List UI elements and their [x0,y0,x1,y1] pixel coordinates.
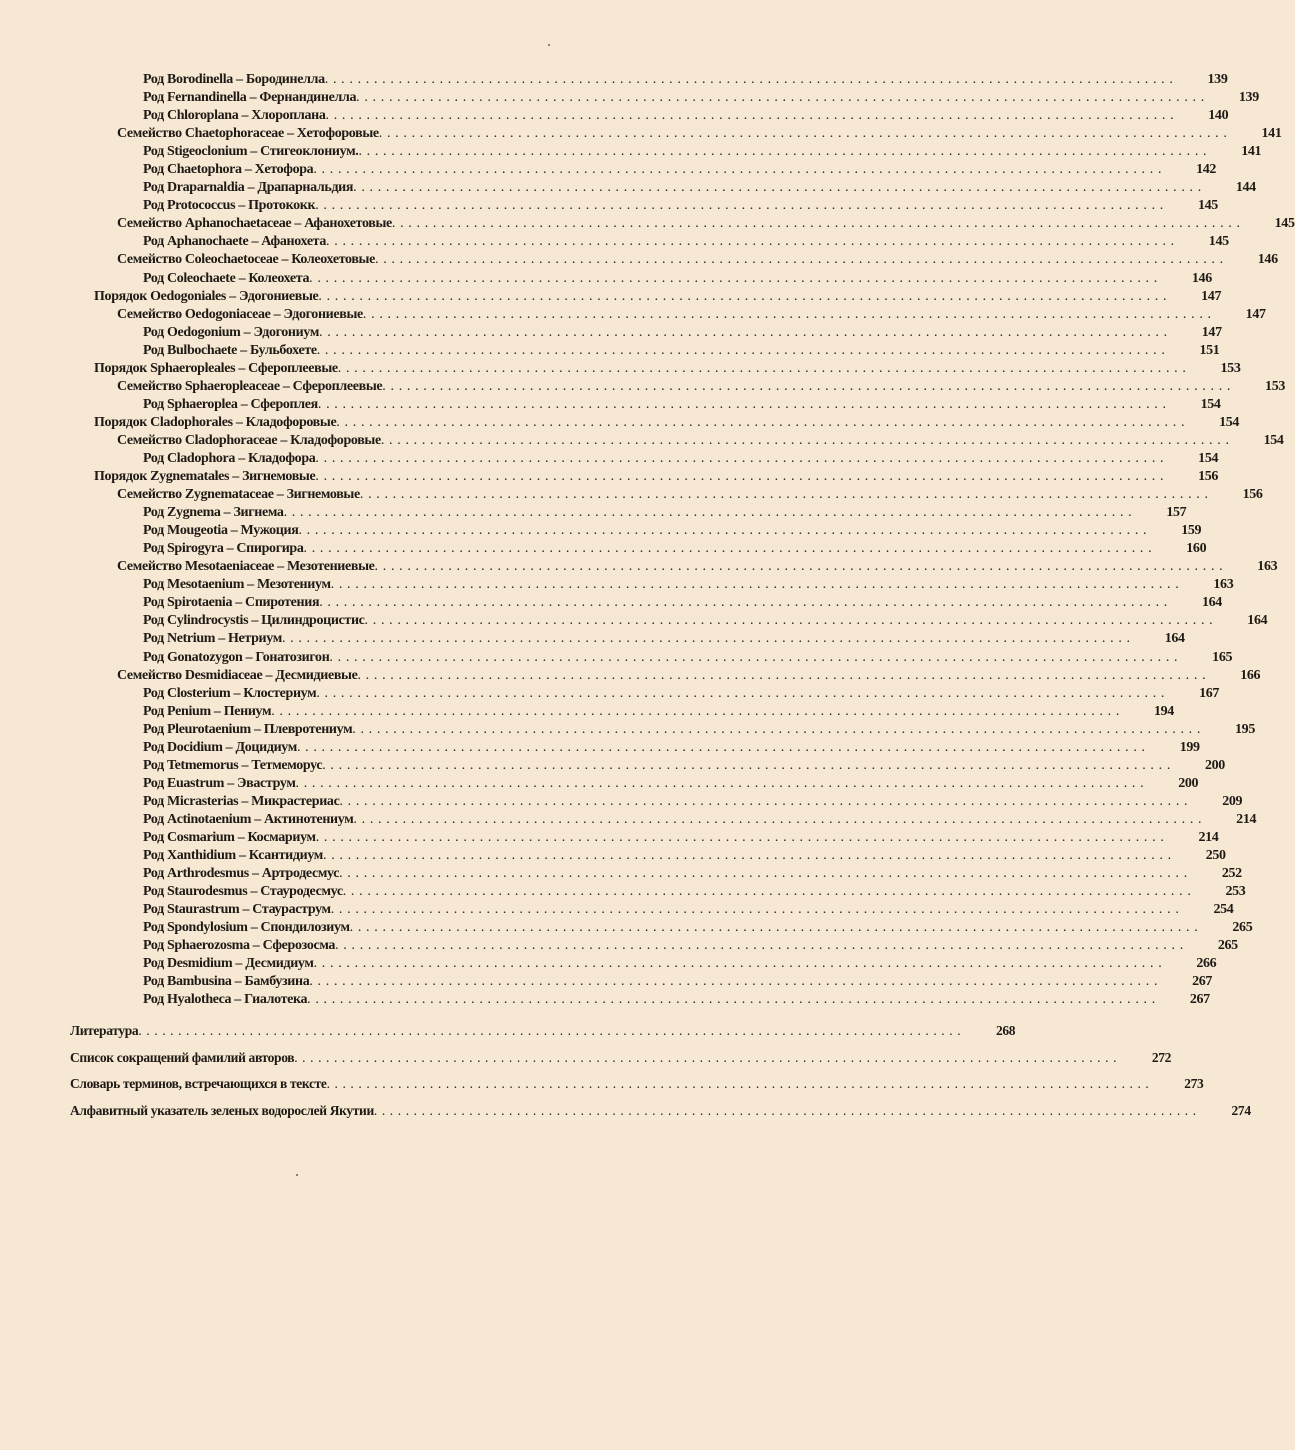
table-of-contents [0,71,1295,1009]
toc-entry [0,1071,1204,1098]
toc-entry [0,342,1220,360]
toc-entry [0,721,1255,739]
dot-leader: . . . . . . . . . . . . . . . . . . . . . . . . . . . . . . . . . . . . . . . . . . . . . . . . . . . . . . . . . . . . . . . . . . . . . . . . . . . . . . . . . . . . . . . . . . . . . . . . . . . . . . . . [317,396,1167,412]
toc-entry-title: Род Docidium – Доцидиум [143,739,297,755]
toc-entry-title: Род Aphanochaete – Афанохета [143,234,327,250]
toc-entry-title: Род Gonatozygon – Гонатозигон [143,649,330,665]
toc-entry [0,937,1238,955]
toc-entry [0,161,1217,179]
toc-entry-page-number: 267 [1189,992,1210,1008]
toc-entry-title: Род Borodinella – Бородинелла [143,72,325,87]
toc-entry [0,847,1226,865]
dot-leader: . . . . . . . . . . . . . . . . . . . . . . . . . . . . . . . . . . . . . . . . . . . . . . . . . . . . . . . . . . . . . . . . . . . . . . . . . . . . . . . . . . . . . . . . . . . . . . . . . . . . . . . . [309,270,1158,286]
toc-entry-title: Род Chloroplana – Хлороплана [143,108,326,124]
dot-leader: . . . . . . . . . . . . . . . . . . . . . . . . . . . . . . . . . . . . . . . . . . . . . . . . . . . . . . . . . . . . . . . . . . . . . . . . . . . . . . . . . . . . . . . . . . . . . . . . . . . . . . . . [138,1023,962,1038]
toc-entry-page-number: 164 [1247,613,1268,629]
toc-entry-title: Семейство Cladophoraceae – Кладофоровые [117,432,381,448]
dot-leader: . . . . . . . . . . . . . . . . . . . . . . . . . . . . . . . . . . . . . . . . . . . . . . . . . . . . . . . . . . . . . . . . . . . . . . . . . . . . . . . . . . . . . . . . . . . . . . . . . . . . . . . . [315,469,1165,485]
toc-entry [0,901,1234,919]
toc-entry-page-number: 153 [1265,378,1285,394]
toc-entry-page-number: 154 [1263,432,1284,448]
toc-entry [0,775,1199,793]
toc-entry [0,71,1228,89]
toc-entry-title: Род Zygnema – Зигнема [143,505,284,521]
dot-leader: . . . . . . . . . . . . . . . . . . . . . . . . . . . . . . . . . . . . . . . . . . . . . . . . . . . . . . . . . . . . . . . . . . . . . . . . . . . . . . . . . . . . . . . . . . . . . . . . . . . . . . . . [375,252,1224,268]
dot-leader: . . . . . . . . . . . . . . . . . . . . . . . . . . . . . . . . . . . . . . . . . . . . . . . . . . . . . . . . . . . . . . . . . . . . . . . . . . . . . . . . . . . . . . . . . . . . . . . . . . . . . . . . [374,559,1224,575]
toc-entry-page-number: 154 [1200,396,1221,412]
toc-entry-page-number: 156 [1198,469,1219,485]
dot-leader: . . . . . . . . . . . . . . . . . . . . . . . . . . . . . . . . . . . . . . . . . . . . . . . . . . . . . . . . . . . . . . . . . . . . . . . . . . . . . . . . . . . . . . . . . . . . . . . . . . . . . . . . [391,216,1241,232]
toc-entry-page-number: 141 [1241,144,1262,160]
toc-entry-page-number: 145 [1208,234,1229,250]
dot-leader: . . . . . . . . . . . . . . . . . . . . . . . . . . . . . . . . . . . . . . . . . . . . . . . . . . . . . . . . . . . . . . . . . . . . . . . . . . . . . . . . . . . . . . . . . . . . . . . . . . . . . . . . [298,523,1148,539]
toc-entry [0,991,1210,1009]
toc-entry-page-number: 140 [1208,108,1229,124]
toc-entry-page-number: 164 [1201,595,1222,611]
toc-entry [0,522,1202,540]
toc-entry [0,793,1243,811]
toc-entry-page-number: 253 [1225,884,1246,900]
toc-entry [0,919,1253,937]
toc-entry [0,576,1234,594]
toc-entry-page-number: 266 [1196,956,1217,972]
toc-entry-page-number: 160 [1186,541,1207,557]
toc-entry [0,89,1259,107]
dot-leader: . . . . . . . . . . . . . . . . . . . . . . . . . . . . . . . . . . . . . . . . . . . . . . . . . . . . . . . . . . . . . . . . . . . . . . . . . . . . . . . . . . . . . . . . . . . . . . . . . . . . . . . . [271,703,1120,719]
toc-entry [0,757,1225,775]
toc-entry-page-number: 250 [1205,848,1226,864]
dot-leader: . . . . . . . . . . . . . . . . . . . . . . . . . . . . . . . . . . . . . . . . . . . . . . . . . . . . . . . . . . . . . . . . . . . . . . . . . . . . . . . . . . . . . . . . . . . . . . . . . . . . . . . . [307,992,1156,1008]
toc-entry-page-number: 254 [1213,902,1234,918]
toc-entry-page-number: 265 [1217,938,1238,954]
toc-entry-title: Семейство Mesotaeniaceae – Мезотениевые [117,559,375,575]
toc-entry-page-number: 156 [1242,487,1263,503]
toc-entry-page-number: 139 [1207,72,1228,87]
toc-entry-page-number: 153 [1220,360,1241,376]
dot-leader: . . . . . . . . . . . . . . . . . . . . . . . . . . . . . . . . . . . . . . . . . . . . . . . . . . . . . . . . . . . . . . . . . . . . . . . . . . . . . . . . . . . . . . . . . . . . . . . . . . . . . . . . [323,848,1172,864]
dot-leader: . . . . . . . . . . . . . . . . . . . . . . . . . . . . . . . . . . . . . . . . . . . . . . . . . . . . . . . . . . . . . . . . . . . . . . . . . . . . . . . . . . . . . . . . . . . . . . . . . . . . . . . . [342,884,1192,900]
toc-entry-title: Род Mougeotia – Мужоция [143,523,299,539]
paper-speck [296,1174,298,1176]
toc-entry-title: Род Euastrum – Эваструм [143,775,296,791]
toc-entry [0,1018,1016,1045]
toc-entry-title: Порядок Cladophorales – Кладофоровые [94,414,337,430]
toc-entry-page-number: 146 [1257,252,1278,268]
back-matter-list [0,1018,1251,1124]
dot-leader: . . . . . . . . . . . . . . . . . . . . . . . . . . . . . . . . . . . . . . . . . . . . . . . . . . . . . . . . . . . . . . . . . . . . . . . . . . . . . . . . . . . . . . . . . . . . . . . . . . . . . . . . [380,432,1230,448]
toc-entry [0,1098,1251,1125]
toc-entry [0,107,1229,125]
toc-entry-title: Род Cosmarium – Космариум [143,829,316,845]
toc-entry-title: Род Coleochaete – Колеохета [143,270,310,286]
dot-leader: . . . . . . . . . . . . . . . . . . . . . . . . . . . . . . . . . . . . . . . . . . . . . . . . . . . . . . . . . . . . . . . . . . . . . . . . . . . . . . . . . . . . . . . . . . . . . . . . . . . . . . . . [335,938,1184,954]
toc-entry [0,1045,1172,1072]
toc-entry-title: Род Micrasterias – Микрастериас [143,793,340,809]
toc-entry [0,558,1278,576]
toc-entry [0,811,1257,829]
dot-leader: . . . . . . . . . . . . . . . . . . . . . . . . . . . . . . . . . . . . . . . . . . . . . . . . . . . . . . . . . . . . . . . . . . . . . . . . . . . . . . . . . . . . . . . . . . . . . . . . . . . . . . . . [309,974,1159,990]
paper-speck [548,44,550,46]
toc-entry-title: Род Chaetophora – Хетофора [143,162,314,178]
dot-leader: . . . . . . . . . . . . . . . . . . . . . . . . . . . . . . . . . . . . . . . . . . . . . . . . . . . . . . . . . . . . . . . . . . . . . . . . . . . . . . . . . . . . . . . . . . . . . . . . . . . . . . . . [349,920,1199,936]
dot-leader: . . . . . . . . . . . . . . . . . . . . . . . . . . . . . . . . . . . . . . . . . . . . . . . . . . . . . . . . . . . . . . . . . . . . . . . . . . . . . . . . . . . . . . . . . . . . . . . . . . . . . . . . [315,829,1165,845]
toc-entry-title: Алфавитный указатель зеленых водорослей Якутии [70,1102,374,1118]
toc-entry-title: Семейство Desmidiaceae – Десмидиевые [117,667,358,683]
toc-entry-page-number: 163 [1257,559,1278,575]
toc-entry-title: Семейство Zygnemataceae – Зигнемовые [117,487,360,503]
toc-entry-title: Род Pleurotaenium – Плевротениум [143,721,353,737]
toc-entry [0,630,1185,648]
toc-entry-page-number: 265 [1232,920,1253,936]
toc-entry-page-number: 267 [1192,974,1213,990]
toc-entry [0,378,1285,396]
toc-entry [0,685,1220,703]
dot-leader: . . . . . . . . . . . . . . . . . . . . . . . . . . . . . . . . . . . . . . . . . . . . . . . . . . . . . . . . . . . . . . . . . . . . . . . . . . . . . . . . . . . . . . . . . . . . . . . . . . . . . . . . [324,72,1174,87]
toc-entry-page-number: 147 [1201,288,1222,304]
toc-entry-page-number: 200 [1178,775,1199,791]
toc-entry [0,324,1222,342]
dot-leader: . . . . . . . . . . . . . . . . . . . . . . . . . . . . . . . . . . . . . . . . . . . . . . . . . . . . . . . . . . . . . . . . . . . . . . . . . . . . . . . . . . . . . . . . . . . . . . . . . . . . . . . . [359,487,1209,503]
toc-entry-page-number: 272 [1151,1049,1172,1065]
toc-entry-title: Род Bulbochaete – Бульбохете [143,342,317,358]
toc-entry-title: Семейство Coleochaetoceae – Колеохетовые [117,252,376,268]
toc-entry [0,612,1268,630]
dot-leader: . . . . . . . . . . . . . . . . . . . . . . . . . . . . . . . . . . . . . . . . . . . . . . . . . . . . . . . . . . . . . . . . . . . . . . . . . . . . . . . . . . . . . . . . . . . . . . . . . . . . . . . . [313,162,1163,178]
dot-leader: . . . . . . . . . . . . . . . . . . . . . . . . . . . . . . . . . . . . . . . . . . . . . . . . . . . . . . . . . . . . . . . . . . . . . . . . . . . . . . . . . . . . . . . . . . . . . . . . . . . . . . . . [313,956,1163,972]
toc-entry-page-number: 273 [1184,1076,1204,1091]
dot-leader: . . . . . . . . . . . . . . . . . . . . . . . . . . . . . . . . . . . . . . . . . . . . . . . . . . . . . . . . . . . . . . . . . . . . . . . . . . . . . . . . . . . . . . . . . . . . . . . . . . . . . . . . [358,144,1208,160]
toc-entry [0,594,1222,612]
toc-entry-page-number: 165 [1212,649,1233,665]
toc-entry-page-number: 154 [1219,414,1240,430]
toc-entry-page-number: 154 [1198,450,1219,466]
toc-entry-title: Род Spondylosium – Спондилозиум [143,920,350,936]
toc-entry-page-number: 145 [1274,216,1295,232]
toc-entry-page-number: 195 [1235,721,1255,737]
toc-entry-title: Род Closterium – Клостериум [143,685,317,701]
dot-leader: . . . . . . . . . . . . . . . . . . . . . . . . . . . . . . . . . . . . . . . . . . . . . . . . . . . . . . . . . . . . . . . . . . . . . . . . . . . . . . . . . . . . . . . . . . . . . . . . . . . . . . . . [296,739,1146,755]
toc-entry-title: Род Cladophora – Кладофора [143,450,316,466]
toc-entry [0,270,1212,288]
dot-leader: . . . . . . . . . . . . . . . . . . . . . . . . . . . . . . . . . . . . . . . . . . . . . . . . . . . . . . . . . . . . . . . . . . . . . . . . . . . . . . . . . . . . . . . . . . . . . . . . . . . . . . . . [319,324,1168,340]
toc-entry-title: Род Staurastrum – Стаураструм [143,902,331,918]
dot-leader: . . . . . . . . . . . . . . . . . . . . . . . . . . . . . . . . . . . . . . . . . . . . . . . . . . . . . . . . . . . . . . . . . . . . . . . . . . . . . . . . . . . . . . . . . . . . . . . . . . . . . . . . [325,108,1175,124]
toc-entry-page-number: 268 [995,1023,1016,1038]
toc-entry-title: Род Spirogyra – Спирогира [143,541,304,557]
toc-entry-page-number: 157 [1166,505,1187,521]
toc-entry-title: Порядок Zygnematales – Зигнемовые [94,469,316,485]
toc-entry-page-number: 159 [1181,523,1202,539]
toc-entry-title: Род Oedogonium – Эдогониум [143,324,320,340]
toc-entry [0,306,1266,324]
toc-entry-title: Род Cylindrocystis – Цилиндроцистис [143,613,365,629]
toc-entry-title: Семейство Sphaeropleaceae – Сфероплеевые [117,378,383,394]
dot-leader: . . . . . . . . . . . . . . . . . . . . . . . . . . . . . . . . . . . . . . . . . . . . . . . . . . . . . . . . . . . . . . . . . . . . . . . . . . . . . . . . . . . . . . . . . . . . . . . . . . . . . . . . [318,288,1168,304]
toc-entry [0,955,1217,973]
toc-entry-page-number: 147 [1201,324,1222,340]
toc-entry [0,486,1263,504]
toc-entry-title: Род Bambusina – Бамбузина [143,974,310,990]
toc-entry [0,504,1187,522]
dot-leader: . . . . . . . . . . . . . . . . . . . . . . . . . . . . . . . . . . . . . . . . . . . . . . . . . . . . . . . . . . . . . . . . . . . . . . . . . . . . . . . . . . . . . . . . . . . . . . . . . . . . . . . . [339,793,1189,809]
dot-leader: . . . . . . . . . . . . . . . . . . . . . . . . . . . . . . . . . . . . . . . . . . . . . . . . . . . . . . . . . . . . . . . . . . . . . . . . . . . . . . . . . . . . . . . . . . . . . . . . . . . . . . . . [352,721,1201,737]
toc-entry [0,973,1213,991]
toc-entry-title: Словарь терминов, встречающихся в тексте [70,1076,327,1091]
toc-entry-page-number: 144 [1235,180,1256,196]
toc-entry-title: Род Arthrodesmus – Артродесмус [143,866,340,882]
toc-entry-title: Семейство Chaetophoraceae – Хетофоровые [117,126,379,142]
toc-entry [0,432,1284,450]
toc-entry-title: Род Xanthidium – Ксантидиум [143,848,323,864]
dot-leader: . . . . . . . . . . . . . . . . . . . . . . . . . . . . . . . . . . . . . . . . . . . . . . . . . . . . . . . . . . . . . . . . . . . . . . . . . . . . . . . . . . . . . . . . . . . . . . . . . . . . . . . . [353,811,1203,827]
toc-entry-page-number: 139 [1238,90,1259,106]
toc-entry-title: Литература [70,1023,139,1038]
toc-entry-page-number: 146 [1191,270,1212,286]
toc-entry [0,233,1229,251]
toc-entry-page-number: 167 [1199,685,1220,701]
toc-entry [0,215,1295,233]
dot-leader: . . . . . . . . . . . . . . . . . . . . . . . . . . . . . . . . . . . . . . . . . . . . . . . . . . . . . . . . . . . . . . . . . . . . . . . . . . . . . . . . . . . . . . . . . . . . . . . . . . . . . . . . [281,631,1131,647]
dot-leader: . . . . . . . . . . . . . . . . . . . . . . . . . . . . . . . . . . . . . . . . . . . . . . . . . . . . . . . . . . . . . . . . . . . . . . . . . . . . . . . . . . . . . . . . . . . . . . . . . . . . . . . . [315,450,1165,466]
toc-entry-title: Порядок Sphaeropleales – Сфероплеевые [94,360,338,376]
toc-entry-page-number: 214 [1198,829,1219,845]
dot-leader: . . . . . . . . . . . . . . . . . . . . . . . . . . . . . . . . . . . . . . . . . . . . . . . . . . . . . . . . . . . . . . . . . . . . . . . . . . . . . . . . . . . . . . . . . . . . . . . . . . . . . . . . [330,902,1180,918]
dot-leader: . . . . . . . . . . . . . . . . . . . . . . . . . . . . . . . . . . . . . . . . . . . . . . . . . . . . . . . . . . . . . . . . . . . . . . . . . . . . . . . . . . . . . . . . . . . . . . . . . . . . . . . . [294,1049,1118,1065]
toc-entry [0,143,1262,161]
toc-entry [0,360,1241,378]
dot-leader: . . . . . . . . . . . . . . . . . . . . . . . . . . . . . . . . . . . . . . . . . . . . . . . . . . . . . . . . . . . . . . . . . . . . . . . . . . . . . . . . . . . . . . . . . . . . . . . . . . . . . . . . [339,866,1188,882]
toc-entry [0,197,1218,215]
toc-entry-title: Род Mesotaenium – Мезотениум [143,577,331,593]
dot-leader: . . . . . . . . . . . . . . . . . . . . . . . . . . . . . . . . . . . . . . . . . . . . . . . . . . . . . . . . . . . . . . . . . . . . . . . . . . . . . . . . . . . . . . . . . . . . . . . . . . . . . . . . [326,234,1175,250]
dot-leader: . . . . . . . . . . . . . . . . . . . . . . . . . . . . . . . . . . . . . . . . . . . . . . . . . . . . . . . . . . . . . . . . . . . . . . . . . . . . . . . . . . . . . . . . . . . . . . . . . . . . . . . . [295,775,1145,791]
toc-entry [0,251,1278,269]
toc-entry-title: Род Hyalotheca – Гиалотека [143,992,308,1008]
toc-entry-title: Семейство Oedogoniaceae – Эдогониевые [117,306,363,322]
toc-entry [0,649,1233,667]
toc-entry-page-number: 200 [1204,757,1225,773]
toc-entry-page-number: 145 [1197,198,1218,214]
toc-entry-title: Род Draparnaldia – Драпарнальдия [143,180,354,196]
dot-leader: . . . . . . . . . . . . . . . . . . . . . . . . . . . . . . . . . . . . . . . . . . . . . . . . . . . . . . . . . . . . . . . . . . . . . . . . . . . . . . . . . . . . . . . . . . . . . . . . . . . . . . . . [283,505,1133,521]
dot-leader: . . . . . . . . . . . . . . . . . . . . . . . . . . . . . . . . . . . . . . . . . . . . . . . . . . . . . . . . . . . . . . . . . . . . . . . . . . . . . . . . . . . . . . . . . . . . . . . . . . . . . . . . [336,414,1186,430]
toc-entry-title: Род Penium – Пениум [143,703,272,719]
toc-entry [0,396,1221,414]
toc-entry-page-number: 142 [1196,162,1217,178]
toc-entry-page-number: 147 [1245,306,1266,322]
toc-entry-title: Род Staurodesmus – Стауродесмус [143,884,343,900]
dot-leader: . . . . . . . . . . . . . . . . . . . . . . . . . . . . . . . . . . . . . . . . . . . . . . . . . . . . . . . . . . . . . . . . . . . . . . . . . . . . . . . . . . . . . . . . . . . . . . . . . . . . . . . . [357,667,1207,683]
toc-entry [0,739,1200,757]
toc-entry-title: Семейство Aphanochaetaceae – Афанохетовые [117,216,392,232]
dot-leader: . . . . . . . . . . . . . . . . . . . . . . . . . . . . . . . . . . . . . . . . . . . . . . . . . . . . . . . . . . . . . . . . . . . . . . . . . . . . . . . . . . . . . . . . . . . . . . . . . . . . . . . . [353,180,1202,196]
toc-entry-page-number: 194 [1153,703,1174,719]
toc-entry [0,667,1261,685]
dot-leader: . . . . . . . . . . . . . . . . . . . . . . . . . . . . . . . . . . . . . . . . . . . . . . . . . . . . . . . . . . . . . . . . . . . . . . . . . . . . . . . . . . . . . . . . . . . . . . . . . . . . . . . . [373,1102,1197,1118]
toc-entry-title: Род Netrium – Нетриум [143,631,282,647]
dot-leader: . . . . . . . . . . . . . . . . . . . . . . . . . . . . . . . . . . . . . . . . . . . . . . . . . . . . . . . . . . . . . . . . . . . . . . . . . . . . . . . . . . . . . . . . . . . . . . . . . . . . . . . . [319,595,1168,611]
dot-leader: . . . . . . . . . . . . . . . . . . . . . . . . . . . . . . . . . . . . . . . . . . . . . . . . . . . . . . . . . . . . . . . . . . . . . . . . . . . . . . . . . . . . . . . . . . . . . . . . . . . . . . . . [315,198,1164,214]
toc-entry-title: Род Desmidium – Десмидиум [143,956,314,972]
dot-leader: . . . . . . . . . . . . . . . . . . . . . . . . . . . . . . . . . . . . . . . . . . . . . . . . . . . . . . . . . . . . . . . . . . . . . . . . . . . . . . . . . . . . . . . . . . . . . . . . . . . . . . . . [356,90,1205,106]
toc-entry [0,450,1219,468]
toc-entry-page-number: 252 [1221,866,1242,882]
toc-entry-title: Род Tetmemorus – Тетмеморус [143,757,323,773]
dot-leader: . . . . . . . . . . . . . . . . . . . . . . . . . . . . . . . . . . . . . . . . . . . . . . . . . . . . . . . . . . . . . . . . . . . . . . . . . . . . . . . . . . . . . . . . . . . . . . . . . . . . . . . . [303,541,1153,557]
toc-entry [0,540,1207,558]
toc-entry [0,288,1222,306]
toc-entry [0,865,1242,883]
dot-leader: . . . . . . . . . . . . . . . . . . . . . . . . . . . . . . . . . . . . . . . . . . . . . . . . . . . . . . . . . . . . . . . . . . . . . . . . . . . . . . . . . . . . . . . . . . . . . . . . . . . . . . . . [378,126,1228,142]
dot-leader: . . . . . . . . . . . . . . . . . . . . . . . . . . . . . . . . . . . . . . . . . . . . . . . . . . . . . . . . . . . . . . . . . . . . . . . . . . . . . . . . . . . . . . . . . . . . . . . . . . . . . . . . [316,342,1166,358]
toc-entry [0,703,1174,721]
toc-entry-page-number: 214 [1236,811,1257,827]
toc-entry [0,829,1219,847]
toc-entry-page-number: 166 [1240,667,1261,683]
toc-entry [0,125,1282,143]
dot-leader: . . . . . . . . . . . . . . . . . . . . . . . . . . . . . . . . . . . . . . . . . . . . . . . . . . . . . . . . . . . . . . . . . . . . . . . . . . . . . . . . . . . . . . . . . . . . . . . . . . . . . . . . [316,685,1166,701]
toc-entry [0,468,1219,486]
dot-leader: . . . . . . . . . . . . . . . . . . . . . . . . . . . . . . . . . . . . . . . . . . . . . . . . . . . . . . . . . . . . . . . . . . . . . . . . . . . . . . . . . . . . . . . . . . . . . . . . . . . . . . . . [362,306,1212,322]
toc-entry [0,179,1256,197]
toc-entry-page-number: 141 [1261,126,1282,142]
toc-entry-page-number: 164 [1164,631,1185,647]
toc-entry-title: Род Stigeoclonium – Стигеоклониум. [143,144,359,160]
toc-entry-page-number: 199 [1179,739,1200,755]
toc-entry-title: Список сокращений фамилий авторов [70,1049,295,1065]
toc-entry-title: Род Sphaerozosma – Сферозосма [143,938,336,954]
dot-leader: . . . . . . . . . . . . . . . . . . . . . . . . . . . . . . . . . . . . . . . . . . . . . . . . . . . . . . . . . . . . . . . . . . . . . . . . . . . . . . . . . . . . . . . . . . . . . . . . . . . . . . . . [364,613,1214,629]
dot-leader: . . . . . . . . . . . . . . . . . . . . . . . . . . . . . . . . . . . . . . . . . . . . . . . . . . . . . . . . . . . . . . . . . . . . . . . . . . . . . . . . . . . . . . . . . . . . . . . . . . . . . . . . [337,360,1187,376]
dot-leader: . . . . . . . . . . . . . . . . . . . . . . . . . . . . . . . . . . . . . . . . . . . . . . . . . . . . . . . . . . . . . . . . . . . . . . . . . . . . . . . . . . . . . . . . . . . . . . . . . . . . . . . . [326,1076,1150,1091]
toc-entry-title: Род Protococcus – Протококк [143,198,316,214]
toc-entry-page-number: 274 [1231,1102,1251,1118]
toc-entry-page-number: 163 [1213,577,1234,593]
toc-entry [0,414,1240,432]
toc-entry-title: Род Actinotaenium – Актинотениум [143,811,354,827]
dot-leader: . . . . . . . . . . . . . . . . . . . . . . . . . . . . . . . . . . . . . . . . . . . . . . . . . . . . . . . . . . . . . . . . . . . . . . . . . . . . . . . . . . . . . . . . . . . . . . . . . . . . . . . . [382,378,1231,394]
toc-entry-page-number: 151 [1199,342,1220,358]
toc-entry-title: Порядок Oedogoniales – Эдогониевые [94,288,319,304]
toc-entry-title: Род Spirotaenia – Спиротения [143,595,320,611]
dot-leader: . . . . . . . . . . . . . . . . . . . . . . . . . . . . . . . . . . . . . . . . . . . . . . . . . . . . . . . . . . . . . . . . . . . . . . . . . . . . . . . . . . . . . . . . . . . . . . . . . . . . . . . . [330,577,1180,593]
dot-leader: . . . . . . . . . . . . . . . . . . . . . . . . . . . . . . . . . . . . . . . . . . . . . . . . . . . . . . . . . . . . . . . . . . . . . . . . . . . . . . . . . . . . . . . . . . . . . . . . . . . . . . . . [329,649,1179,665]
toc-entry-page-number: 209 [1222,793,1243,809]
toc-entry [0,883,1246,901]
dot-leader: . . . . . . . . . . . . . . . . . . . . . . . . . . . . . . . . . . . . . . . . . . . . . . . . . . . . . . . . . . . . . . . . . . . . . . . . . . . . . . . . . . . . . . . . . . . . . . . . . . . . . . . . [322,757,1171,773]
toc-entry-title: Род Fernandinella – Фернандинелла [143,90,357,106]
toc-entry-title: Род Sphaeroplea – Сфероплея [143,396,318,412]
